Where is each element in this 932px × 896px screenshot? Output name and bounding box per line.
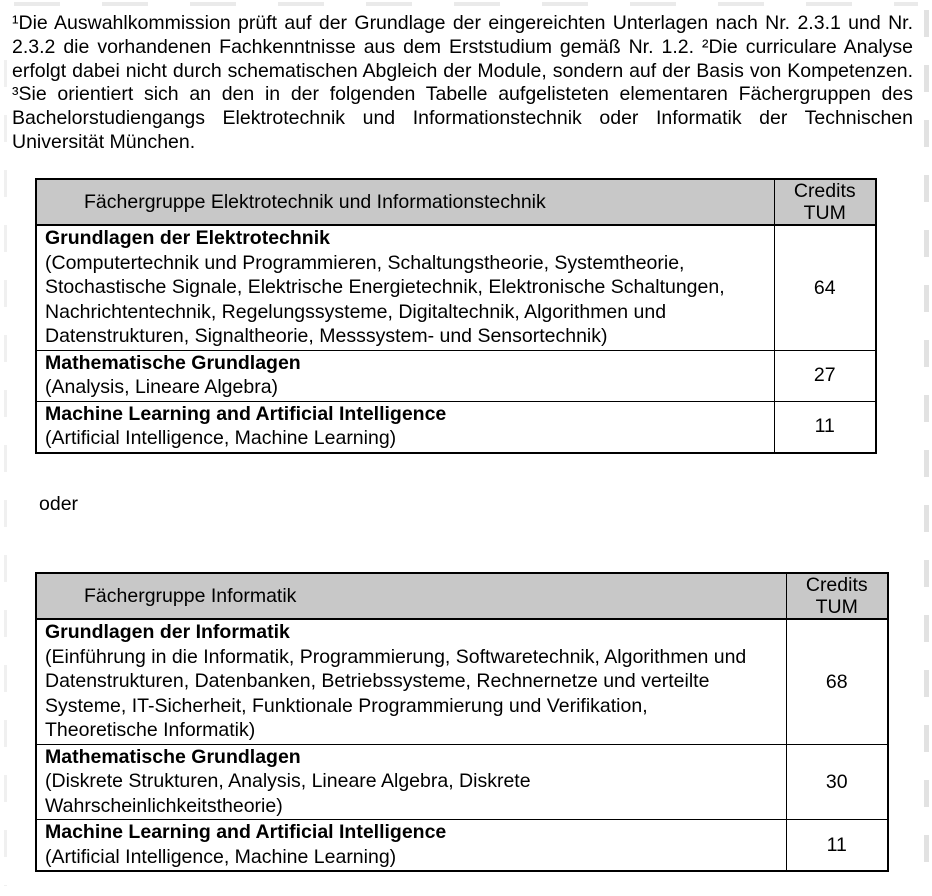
table-header-row	[36, 573, 888, 619]
subject-group-modules: (Artificial Intelligence, Machine Learning)	[45, 427, 397, 449]
table-faechergruppe-informatik	[35, 572, 889, 872]
table-row	[36, 225, 876, 350]
credits-column-header	[786, 573, 888, 619]
credits-column-header	[774, 179, 876, 225]
page-edge-artifact-top	[14, 2, 918, 6]
subject-group-cell	[36, 744, 786, 820]
page-edge-artifact-left	[4, 60, 7, 886]
credits-value: 30	[786, 744, 888, 820]
table-row	[36, 619, 888, 744]
page-edge-artifact-right	[924, 10, 929, 890]
credits-value: 11	[774, 401, 876, 453]
table-header-row	[36, 179, 876, 225]
table-faechergruppe-elektrotechnik	[35, 178, 877, 454]
subject-group-modules: (Artificial Intelligence, Machine Learning)	[45, 845, 397, 868]
group-column-header: Fächergruppe Informatik	[36, 573, 786, 619]
subject-group-title: Grundlagen der Elektrotechnik	[45, 227, 330, 249]
credits-header-line1: Credits	[793, 180, 856, 202]
subject-group-modules: (Computertechnik und Programmieren, Schaltungstheorie, Systemtheorie, Stochastische Signale, Elektrische Energietechnik, Elektronische Schaltungen, Nachrichtentechnik, Regelungssysteme, Digitaltechnik, Algorithmen und Datenstrukturen, Signaltheorie, Messsystem- und Sensortechnik)	[45, 251, 725, 347]
subject-group-cell	[36, 619, 786, 744]
subject-group-cell	[36, 820, 786, 872]
table-row	[36, 350, 876, 401]
subject-group-cell	[36, 225, 774, 350]
subject-group-title: Mathematische Grundlagen	[45, 745, 301, 768]
credits-header-line2: TUM	[803, 202, 846, 224]
table-row	[36, 744, 888, 820]
intro-paragraph: ¹Die Auswahlkommission prüft auf der Grundlage der eingereichten Unterlagen nach Nr. 2.3.1 und Nr. 2.3.2 die vorhandenen Fachkenntnisse aus dem Erststudium gemäß Nr. 1.2. ²Die curriculare Analyse erfolgt dabei nicht durch schematischen Abgleich der Module, sondern auf der Basis von Kompetenzen. ³Sie orientiert sich an den in der folgenden Tabelle aufgelisteten elementaren Fächergruppen des Bachelorstudiengangs Elektrotechnik und Informationstechnik oder Informatik der Technischen Universität München.	[12, 12, 913, 153]
subject-group-title: Mathematische Grundlagen	[45, 351, 301, 374]
subject-group-title: Machine Learning and Artificial Intelligence	[45, 821, 447, 843]
table-row	[36, 820, 888, 872]
oder-connector-text: oder	[39, 493, 79, 515]
subject-group-cell	[36, 401, 774, 453]
credits-header-line1: Credits	[805, 574, 868, 596]
subject-group-modules: (Einführung in die Informatik, Programmierung, Softwaretechnik, Algorithmen und Datenstrukturen, Datenbanken, Betriebssysteme, Rechnernetze und verteilte Systeme, IT-Sicherheit, Funktionale Programmierung und Verifikation, Theoretische Informatik)	[45, 645, 747, 741]
table-row	[36, 401, 876, 453]
credits-value: 27	[774, 350, 876, 401]
subject-group-title: Grundlagen der Informatik	[45, 621, 290, 643]
credits-header-line2: TUM	[815, 596, 858, 618]
subject-group-cell	[36, 350, 774, 401]
group-column-header: Fächergruppe Elektrotechnik und Informationstechnik	[36, 179, 774, 225]
credits-value: 68	[786, 619, 888, 744]
credits-value: 64	[774, 225, 876, 350]
credits-value: 11	[786, 820, 888, 872]
subject-group-modules: (Analysis, Lineare Algebra)	[45, 376, 279, 398]
subject-group-modules: (Diskrete Strukturen, Analysis, Lineare Algebra, Diskrete Wahrscheinlichkeitstheorie)	[45, 770, 531, 817]
subject-group-title: Machine Learning and Artificial Intelligence	[45, 402, 447, 425]
